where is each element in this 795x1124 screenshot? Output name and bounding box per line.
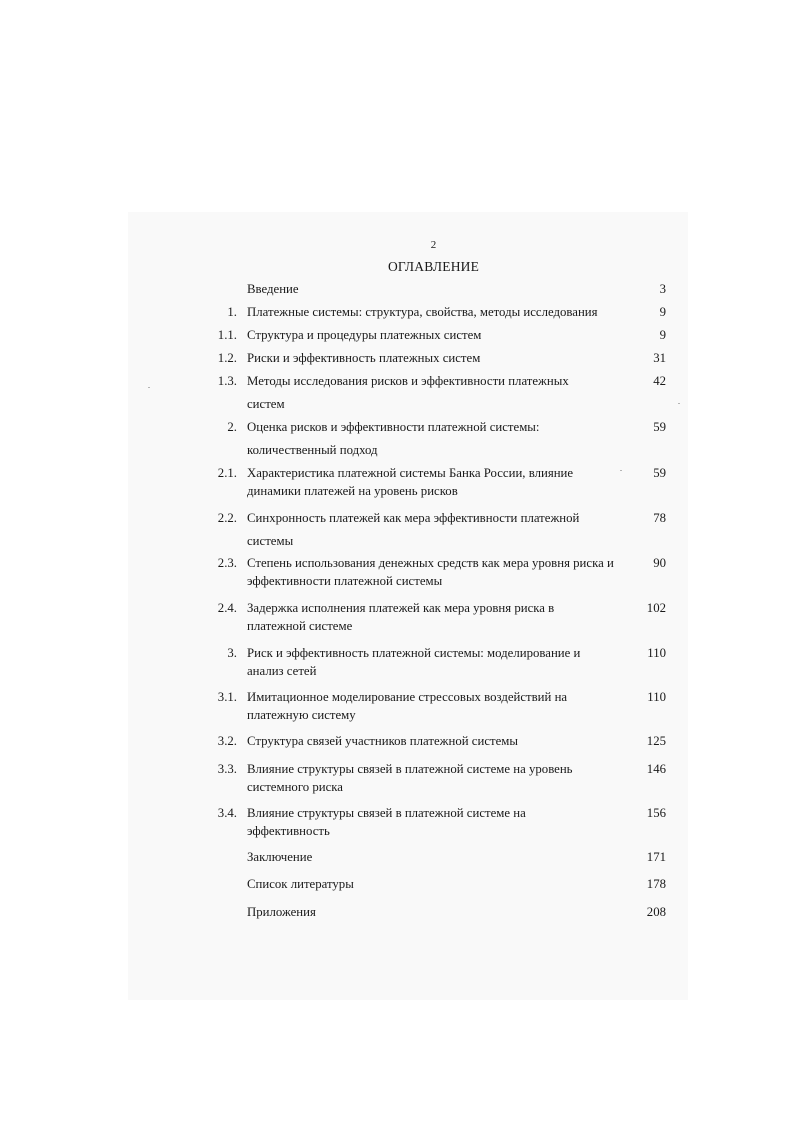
toc-entry-title: Методы исследования рисков и эффективности платежных систем xyxy=(247,374,569,411)
toc-entry-page: 3 xyxy=(659,282,666,296)
toc-entry-number: 3.1. xyxy=(217,690,237,704)
page-number: 2 xyxy=(430,239,437,251)
toc-entry-number: 2.4. xyxy=(217,601,237,615)
toc-entry-page: 208 xyxy=(646,905,666,919)
toc-entry-title: Задержка исполнения платежей как мера уровня риска в платежной системе xyxy=(247,601,555,633)
toc-entry-number: 2.1. xyxy=(217,466,237,480)
toc-entry-title: Структура и процедуры платежных систем xyxy=(247,328,482,342)
toc-entry-number: 2.3. xyxy=(217,556,237,570)
toc-entry-page: 125 xyxy=(646,734,666,748)
toc-entry-title: Список литературы xyxy=(247,877,354,891)
toc-entry-title: Риск и эффективность платежной системы: моделирование и анализ сетей xyxy=(247,646,581,678)
toc-entry-number: 3.2. xyxy=(217,734,237,748)
toc-entry-page: 9 xyxy=(659,305,666,319)
toc-entry-page: 90 xyxy=(653,556,666,570)
toc-entry-title: Имитационное моделирование стрессовых воздействий на платежную систему xyxy=(247,690,568,722)
toc-entry-number: 1. xyxy=(227,305,237,319)
toc-entry-number: 3.4. xyxy=(217,806,237,820)
toc-entry-number: 1.2. xyxy=(217,351,237,365)
toc-entry-page: 146 xyxy=(646,762,666,776)
toc-entry-page: 102 xyxy=(646,601,666,615)
toc-entry-page: 42 xyxy=(653,374,666,388)
toc-entry-number: 2.2. xyxy=(217,511,237,525)
toc-title: ОГЛАВЛЕНИЕ xyxy=(387,259,480,274)
toc-entry-title: Синхронность платежей как мера эффективности платежной системы xyxy=(247,511,580,548)
scan-speck xyxy=(620,470,622,471)
toc-entry-title: Характеристика платежной системы Банка России, влияние динамики платежей на уровень рисков xyxy=(247,466,574,498)
toc-entry-page: 78 xyxy=(653,511,666,525)
toc-entry-number: 1.1. xyxy=(217,328,237,342)
toc-entry-number: 1.3. xyxy=(217,374,237,388)
toc-entry-page: 59 xyxy=(653,466,666,480)
scan-speck xyxy=(678,403,680,404)
toc-entry-title: Риски и эффективность платежных систем xyxy=(247,351,481,365)
toc-entry-page: 156 xyxy=(646,806,666,820)
toc-entry-number: 3.3. xyxy=(217,762,237,776)
toc-entry-page: 59 xyxy=(653,420,666,434)
toc-entry-page: 9 xyxy=(659,328,666,342)
toc-entry-title: Степень использования денежных средств как мера уровня риска и эффективности платежной системы xyxy=(247,556,614,588)
toc-entry-page: 110 xyxy=(647,646,666,660)
toc-entry-page: 110 xyxy=(647,690,666,704)
scan-speck xyxy=(148,387,150,388)
toc-entry-title: Влияние структуры связей в платежной системе на уровень системного риска xyxy=(247,762,573,794)
toc-entry-page: 171 xyxy=(646,850,666,864)
toc-entry-title: Введение xyxy=(247,282,299,296)
toc-entry-page: 178 xyxy=(646,877,666,891)
toc-entry-title: Платежные системы: структура, свойства, методы исследования xyxy=(247,305,598,319)
toc-entry-title: Оценка рисков и эффективности платежной системы: количественный подход xyxy=(247,420,540,457)
toc-entry-title: Заключение xyxy=(247,850,313,864)
toc-entry-title: Влияние структуры связей в платежной системе на эффективность xyxy=(247,806,526,838)
toc-entry-title: Структура связей участников платежной системы xyxy=(247,734,518,748)
toc-entry-number: 2. xyxy=(227,420,237,434)
toc-entry-title: Приложения xyxy=(247,905,316,919)
toc-entry-number: 3. xyxy=(227,646,237,660)
toc-entry-page: 31 xyxy=(653,351,666,365)
